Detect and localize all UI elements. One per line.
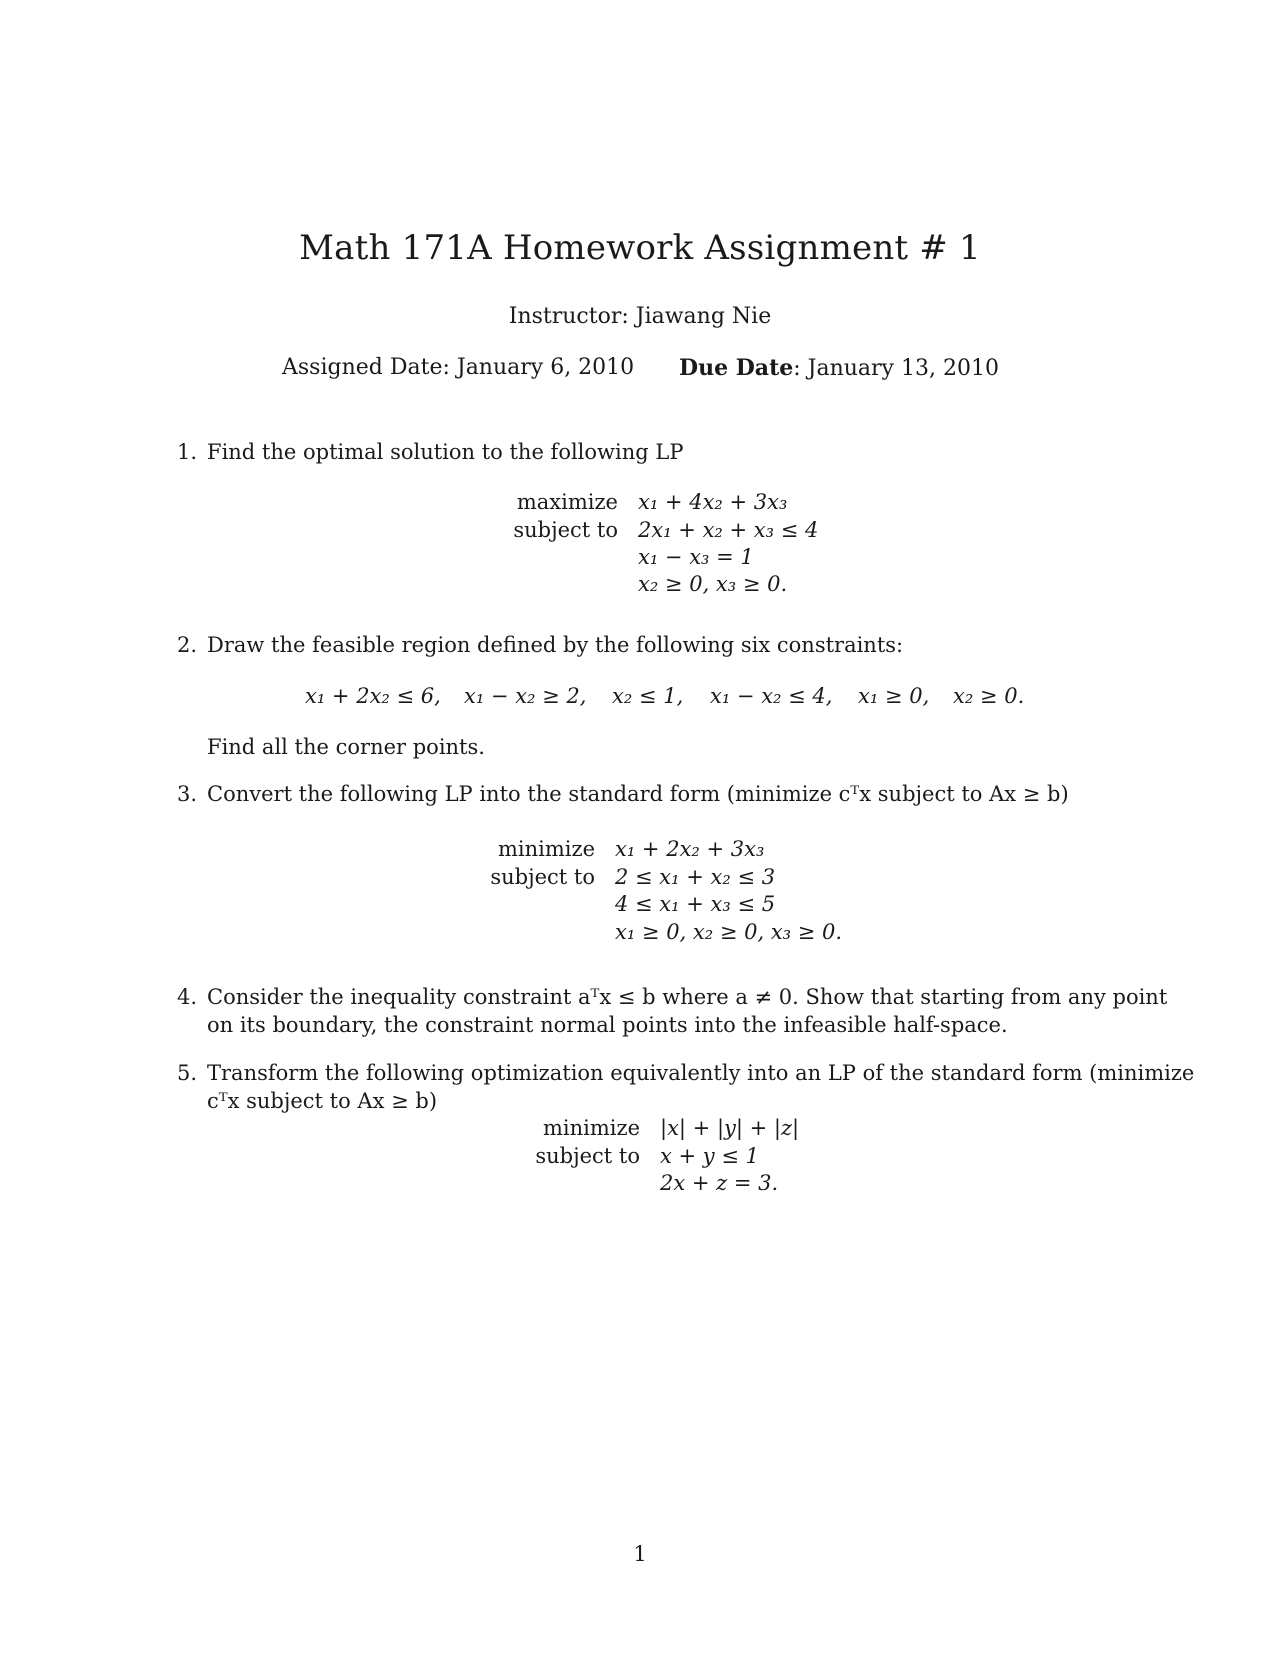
problem-2-text: Draw the feasible region defined by the following six constraints: <box>207 633 904 657</box>
problem-2-constraint-3: x₂ ≤ 1, <box>612 684 684 708</box>
problem-3-constraint-label: subject to <box>490 865 595 889</box>
page-title: Math 171A Homework Assignment # 1 <box>299 228 981 268</box>
problem-2-constraint-2: x₁ − x₂ ≥ 2, <box>464 684 587 708</box>
problem-2-constraint-6: x₂ ≥ 0. <box>953 684 1025 708</box>
problem-5-text-line-2: cᵀx subject to Ax ≥ b) <box>207 1089 438 1113</box>
problem-2-constraint-1: x₁ + 2x₂ ≤ 6, <box>305 684 441 708</box>
due-date-value: : January 13, 2010 <box>793 356 999 381</box>
problem-5-number: 5. <box>177 1061 198 1085</box>
problem-1-objective: x₁ + 4x₂ + 3x₃ <box>638 490 788 514</box>
problem-3-objective: x₁ + 2x₂ + 3x₃ <box>615 837 765 861</box>
problem-5-constraint-1: x + y ≤ 1 <box>660 1144 759 1168</box>
problem-3-constraint-3: x₁ ≥ 0, x₂ ≥ 0, x₃ ≥ 0. <box>615 920 843 944</box>
problem-5-constraint-2: 2x + z = 3. <box>660 1171 779 1195</box>
problem-4-number: 4. <box>177 985 198 1009</box>
problem-1-number: 1. <box>177 440 198 464</box>
problem-1-constraint-3: x₂ ≥ 0, x₃ ≥ 0. <box>638 572 788 596</box>
instructor-line: Instructor: Jiawang Nie <box>508 304 772 329</box>
problem-4-text-line-2: on its boundary, the constraint normal points into the infeasible half-space. <box>207 1013 1008 1037</box>
due-date-label: Due Date <box>679 355 794 381</box>
due-date <box>679 355 999 381</box>
problem-1-constraint-2: x₁ − x₃ = 1 <box>638 545 754 569</box>
problem-5-constraint-label: subject to <box>535 1144 640 1168</box>
problem-1-constraint-1: 2x₁ + x₂ + x₃ ≤ 4 <box>638 518 819 542</box>
problem-5-text-line-1: Transform the following optimization equivalently into an LP of the standard form (minimize <box>207 1061 1195 1085</box>
problem-3-text: Convert the following LP into the standard form (minimize cᵀx subject to Ax ≥ b) <box>207 782 1069 806</box>
problem-2-constraint-5: x₁ ≥ 0, <box>858 684 930 708</box>
problem-3-constraint-1: 2 ≤ x₁ + x₂ ≤ 3 <box>615 865 776 889</box>
problem-1-text: Find the optimal solution to the following LP <box>207 440 684 464</box>
problem-5-objective: |x| + |y| + |z| <box>660 1116 800 1140</box>
problem-2-followup: Find all the corner points. <box>207 735 485 759</box>
problem-3-objective-label: minimize <box>498 837 595 861</box>
problem-2-constraint-4: x₁ − x₂ ≤ 4, <box>710 684 833 708</box>
problem-5-objective-label: minimize <box>543 1116 640 1140</box>
assigned-date: Assigned Date: January 6, 2010 <box>282 355 635 380</box>
page-number: 1 <box>633 1542 647 1566</box>
problem-4-text-line-1: Consider the inequality constraint aᵀx ≤ b where a ≠ 0. Show that starting from any point <box>207 985 1168 1009</box>
problem-1-objective-label: maximize <box>516 490 618 514</box>
problem-3-constraint-2: 4 ≤ x₁ + x₃ ≤ 5 <box>615 892 776 916</box>
problem-2-number: 2. <box>177 633 198 657</box>
problem-3-number: 3. <box>177 782 198 806</box>
problem-1-constraint-label: subject to <box>513 518 618 542</box>
